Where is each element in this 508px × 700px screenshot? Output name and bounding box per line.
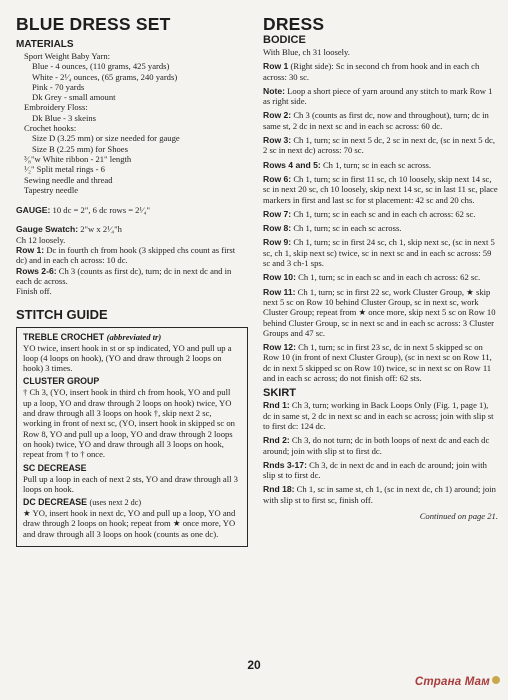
row-label: Rnd 1: — [263, 400, 290, 411]
stitch-guide-heading: STITCH GUIDE — [16, 306, 108, 322]
row-text: Ch 1, turn; sc in first 24 sc, ch 1, skip next sc, (sc in next 5 sc, ch 1, skip next sc) twice, sc in next sc and in each sc across: 59 sc and 3 ch-1 sps. — [263, 237, 495, 269]
guide-entry-title — [23, 463, 241, 474]
row-label: Row 1: — [16, 245, 45, 256]
row-text: Ch 1, turn; sc in first 11 sc, ch 10 loosely, skip next 14 sc, sc in next 20 sc, ch 10 loosely, skip next 14 sc, sc in last 11 sc, place markers in first and last sc for st placement: 42 sc and 20 chs. — [263, 173, 498, 205]
guide-title-note: (abbreviated tr) — [106, 331, 162, 342]
row-text: Ch 1, turn; sc in next 5 dc, 2 sc in next dc, (sc in next 5 dc, 2 sc in next dc) across: 70 sc. — [263, 135, 496, 156]
swatch-row — [16, 245, 248, 266]
row-text: Dc in fourth ch from hook (3 skipped chs count as first dc) and in each ch across: 10 dc. — [16, 245, 236, 266]
row-label: Row 1 — [263, 61, 289, 72]
stitch-guide-box — [16, 327, 248, 547]
guide-title-text: DC DECREASE — [23, 497, 88, 508]
guide-title-text: CLUSTER GROUP — [23, 376, 100, 387]
materials-item: Pink - 70 yards — [32, 81, 85, 92]
materials-item: Dk Blue - 3 skeins — [32, 112, 96, 123]
materials-item: White - 2¹⁄₄ ounces, (65 grams, 240 yards) — [32, 71, 178, 82]
row-text: Ch 3 (counts as first dc, now and throughout), turn; dc in same st, 2 dc in next sc and in each sc across: 60 dc. — [263, 110, 489, 131]
guide-entry-text: Pull up a loop in each of next 2 sts, YO and draw through all 3 loops on hook. — [23, 473, 238, 494]
skirt-instructions — [263, 400, 498, 505]
row-label: Row 10: — [263, 272, 296, 283]
materials-heading: MATERIALS — [16, 39, 74, 50]
gauge-text: 10 dc = 2", 6 dc rows = 2¹⁄₄" — [52, 205, 150, 216]
materials-list — [16, 51, 248, 195]
swatch-row — [16, 286, 248, 296]
guide-entry-text: YO twice, insert hook in st or sp indicated, YO and pull up a loop (4 loops on hook), (YO and draw through 2 loops on hook) 3 times. — [23, 342, 232, 374]
instruction-row — [263, 460, 498, 481]
instruction-row — [263, 135, 498, 156]
instruction-row — [263, 209, 498, 219]
materials-item: Size D (3.25 mm) or size needed for gauge — [32, 133, 180, 144]
swatch-row — [16, 235, 248, 245]
right-column — [263, 10, 498, 521]
page-number: 20 — [247, 658, 261, 672]
instruction-row — [263, 342, 498, 383]
bodice-intro: With Blue, ch 31 loosely. — [263, 47, 350, 57]
row-text: Loop a short piece of yarn around any stitch to mark Row 1 as right side. — [263, 85, 493, 107]
pattern-title: BLUE DRESS SET — [16, 14, 171, 34]
materials-item: Embroidery Floss: — [24, 102, 88, 113]
row-text: (Right side): Sc in second ch from hook and in each ch across: 30 sc. — [263, 61, 480, 82]
instruction-row — [263, 110, 498, 131]
guide-entry-text: ★ YO, insert hook in next dc, YO and pull up a loop, YO and draw through 2 loops on hook; repeat from ★ once more, YO and draw through all 3 loops on hook (counts as one dc). — [23, 508, 236, 539]
guide-title-text: TREBLE CROCHET — [23, 331, 105, 342]
swatch-text: 2"w x 2¹⁄₄"h — [80, 224, 122, 235]
instruction-row — [263, 223, 498, 233]
bodice-instructions — [263, 61, 498, 383]
row-text: Ch 3 (counts as first dc), turn; dc in next dc and in each dc across. — [16, 265, 232, 286]
guide-title-note: (uses next 2 dc) — [89, 498, 142, 508]
row-label: Row 8: — [263, 223, 292, 234]
row-label: Row 7: — [263, 208, 292, 219]
row-text: Finish off. — [16, 286, 52, 297]
materials-item: ¹⁄₂" Split metal rings - 6 — [24, 164, 105, 175]
skirt-heading: SKIRT — [263, 387, 296, 400]
flower-icon — [492, 676, 500, 684]
row-text: Ch 1, turn; sc in each sc and in each ch across: 62 sc. — [293, 208, 476, 219]
materials-item: Blue - 4 ounces, (110 grams, 425 yards) — [32, 61, 170, 72]
instruction-row — [263, 435, 498, 456]
row-text: Ch 1, turn; sc in each sc across. — [322, 159, 432, 170]
swatch-line — [16, 224, 248, 234]
row-text: Ch 1, sc in same st, ch 1, (sc in next dc, ch 1) around; join with slip st to first sc, finish off. — [263, 484, 496, 505]
gauge-label: GAUGE: — [16, 205, 51, 216]
left-column — [16, 10, 248, 547]
materials-item: Dk Grey - small amount — [32, 92, 116, 103]
guide-entry-title — [23, 497, 241, 508]
row-label: Rnd 2: — [263, 435, 290, 446]
materials-item: Crochet hooks: — [24, 123, 77, 134]
watermark-text: Страна Мам — [414, 676, 490, 688]
gauge-line — [16, 205, 248, 215]
row-text: Ch 1, turn; sc in first 23 sc, dc in next 5 skipped sc on Row 10 (in front of next Cluster Group), (sc in next sc on Row 11, dc in next 5 skipped sc on Row 10) twice, sc in next sc on Row 11 and in each sc across; do not finish off: 62 sts. — [263, 342, 492, 384]
row-label: Row 2: — [263, 110, 292, 121]
row-text: Ch 3, turn; working in Back Loops Only (Fig. 1, page 1), dc in same st, 2 dc in next sc and in each sc across; join with slip st to first dc: 124 dc. — [263, 400, 494, 431]
row-text: Ch 12 loosely. — [16, 234, 66, 245]
row-text: Ch 1, turn; sc in each sc across. — [293, 223, 402, 234]
row-text: Ch 1, turn; sc in first 22 sc, work Cluster Group, ★ skip next 5 sc on Row 10 behind Cluster Group, sc in next sc, work Cluster Group; repeat from ★ once more, skip next 5 sc on Row 10 behind Cluster Group, sc in next sc and in each sc across: 3 Cluster Groups and 47 sc. — [263, 286, 496, 338]
instruction-row — [263, 400, 498, 431]
materials-item: ³⁄₈"w White ribbon - 21" length — [24, 153, 132, 164]
guide-entry-title — [23, 376, 241, 387]
row-label: Row 3: — [263, 135, 292, 146]
instruction-row — [263, 237, 498, 268]
guide-title-text: SC DECREASE — [23, 462, 87, 473]
instruction-row — [263, 272, 498, 282]
row-text: Ch 3, do not turn; dc in both loops of next dc and each dc around; join with slip st to first dc. — [263, 435, 490, 456]
guide-entry-text: † Ch 3, (YO, insert hook in third ch from hook, YO and pull up a loop, YO and draw through 2 loops on hook) twice, YO and draw through all 3 loops on hook †, skip next 2 sc, working in front of next sc, (YO, insert hook in skipped sc on Row 8, YO and pull up a loop, YO and draw through 2 loops on hook) twice, YO and draw through all 3 loops on hook, repeat from † to † once. — [23, 387, 235, 460]
swatch-row — [16, 266, 248, 287]
row-label: Rows 4 and 5: — [263, 159, 321, 170]
watermark-logo — [415, 676, 500, 688]
materials-item: Sewing needle and thread — [24, 174, 113, 185]
instruction-row — [263, 287, 498, 338]
row-label: Row 12: — [263, 342, 296, 353]
row-label: Note: — [263, 85, 285, 96]
swatch-label: Gauge Swatch: — [16, 224, 79, 235]
materials-item: Sport Weight Baby Yarn: — [24, 51, 111, 61]
materials-item: Size B (2.25 mm) for Shoes — [32, 143, 128, 154]
row-label: Rnd 18: — [263, 484, 295, 495]
row-label: Row 9: — [263, 237, 292, 248]
bodice-heading: BODICE — [263, 34, 306, 46]
row-text: Ch 1, turn; sc in each sc and in each ch across: 62 sc. — [298, 272, 481, 283]
row-text: Ch 3, dc in next dc and in each dc around; join with slip st to first dc. — [263, 459, 487, 481]
swatch-instructions — [16, 235, 248, 297]
row-label: Rnds 3-17: — [263, 459, 307, 470]
instruction-row — [263, 174, 498, 205]
dress-title: DRESS — [263, 14, 325, 34]
continued-note: Continued on page 21. — [419, 510, 498, 521]
instruction-row — [263, 484, 498, 505]
row-label: Rows 2-6: — [16, 265, 57, 276]
instruction-row — [263, 61, 498, 82]
materials-item: Tapestry needle — [24, 184, 79, 195]
guide-entry-title — [23, 332, 241, 343]
instruction-row — [263, 86, 498, 107]
instruction-row — [263, 160, 498, 170]
row-label: Row 6: — [263, 173, 292, 184]
row-label: Row 11: — [263, 286, 296, 297]
